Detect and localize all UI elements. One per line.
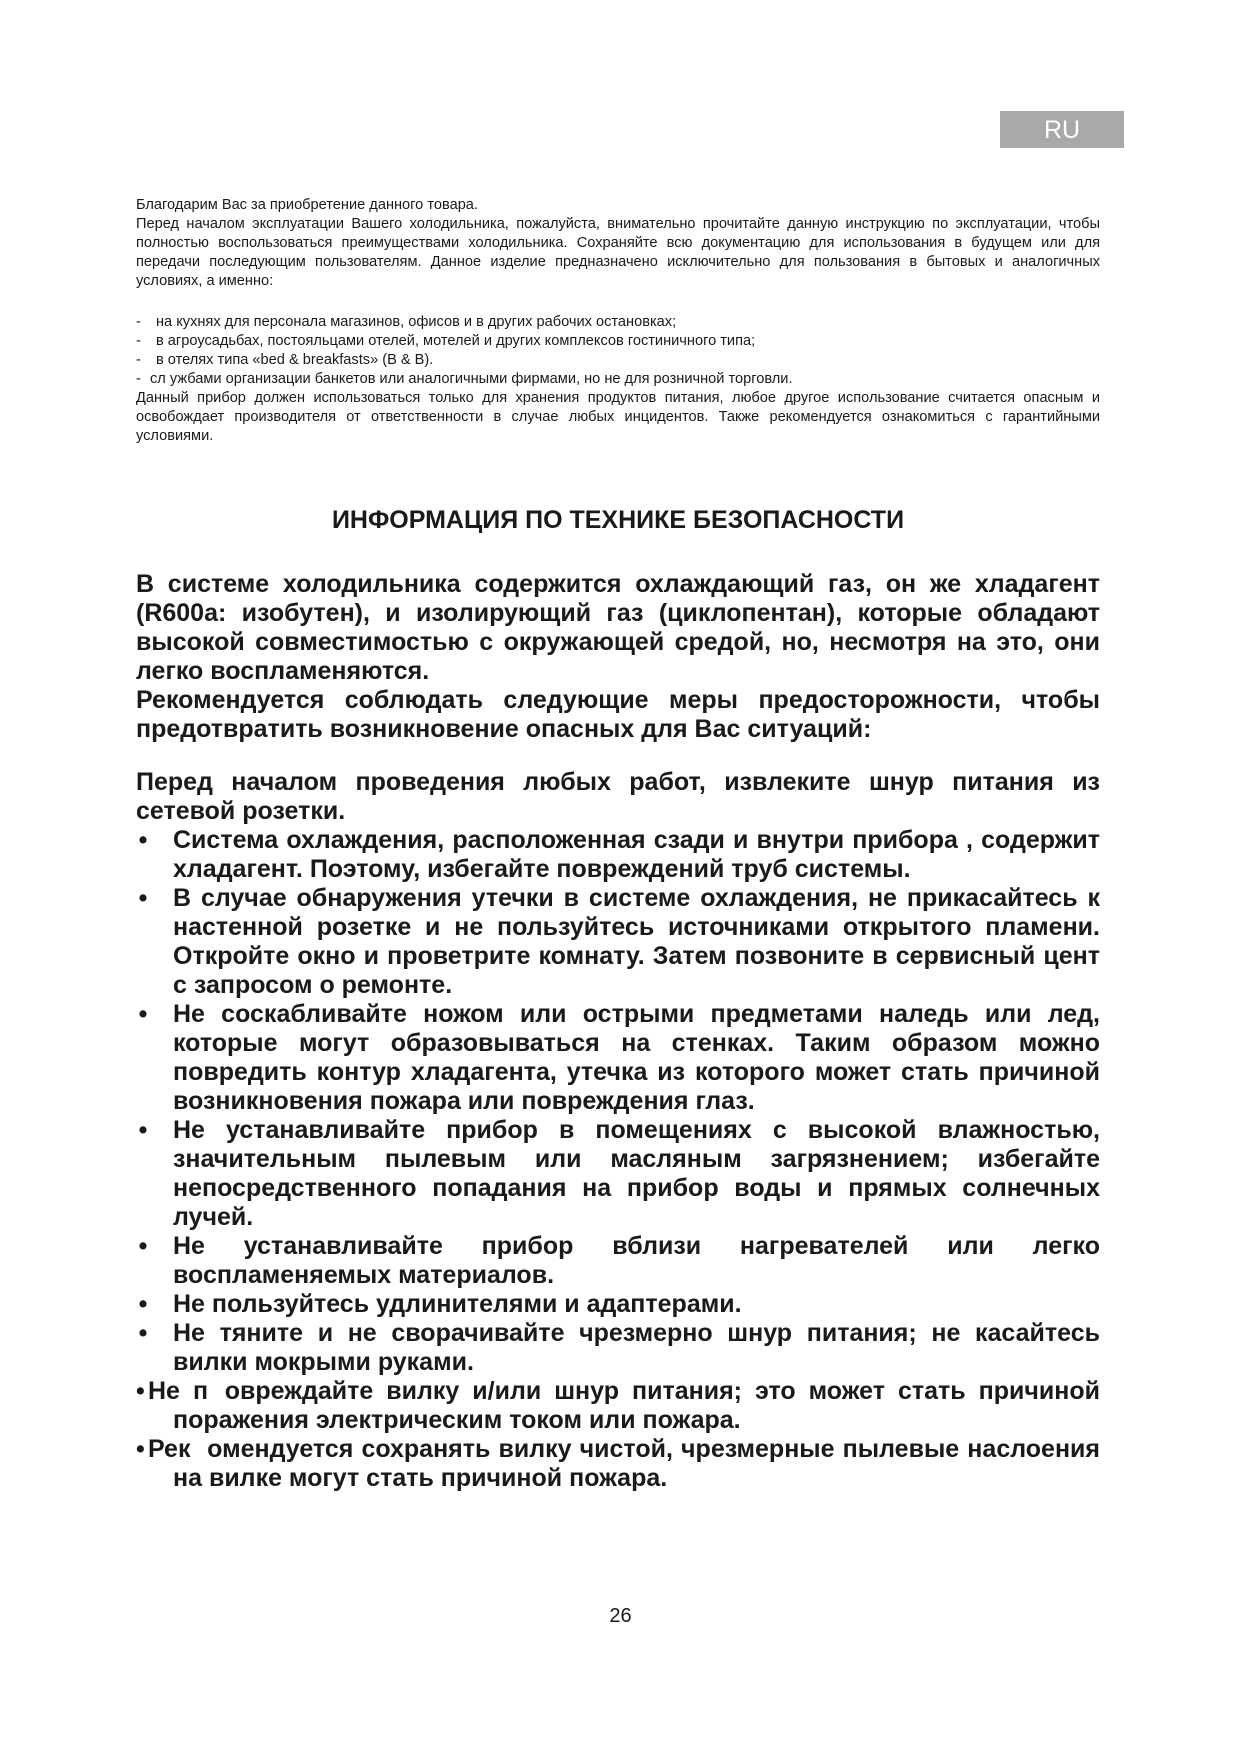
safety-paragraph-3: Перед началом проведения любых работ, извлеките шнур питания из сетевой розетки. — [136, 768, 1100, 825]
section-title: ИНФОРМАЦИЯ ПО ТЕХНИКЕ БЕЗОПАСНОСТИ — [331, 506, 905, 534]
safety-bullet: • Не п овреждайте вилку и/или шнур питания; это может стать причиной поражения электрическим током или пожара. — [136, 1377, 1100, 1435]
safety-paragraph-2: Рекомендуется соблюдать следующие меры предосторожности, чтобы предотвратить возникновение опасных для Вас ситуаций: — [136, 686, 1100, 743]
safety-paragraph-1: В системе холодильника содержится охлаждающий газ, он же хладагент (R600a: изобутен), и изолирующий газ (циклопентан), которые обладают высокой совместимостью с окружающей средой, но, несмотря на это, они легко воспламеняются. — [136, 570, 1100, 685]
safety-bullet: • Система охлаждения, расположенная сзади и внутри прибора , содержит хладагент. Поэтому, избегайте повреждений труб системы. — [136, 826, 1100, 884]
page-number: 26 — [609, 1605, 632, 1627]
safety-bullet: • Не соскабливайте ножом или острыми предметами наледь или лед, которые могут образовываться на стенках. Таким образом можно повредить контур хладагента, утечка из которого может стать причиной возникновения пожара или повреждения глаз. — [136, 1000, 1100, 1116]
intro-section — [136, 196, 1100, 446]
list-item: - на кухнях для персонала магазинов, офисов и в других рабочих остановках; — [136, 314, 677, 330]
list-item: - сл ужбами организации банкетов или аналогичными фирмами, но не для розничной торговли. — [136, 371, 793, 387]
safety-section — [136, 570, 1100, 1493]
safety-bullet: • Не устанавливайте прибор вблизи нагревателей или легко воспламеняемых материалов. — [136, 1232, 1100, 1290]
safety-bullet: • Не тяните и не сворачивайте чрезмерно шнур питания; не касайтесь вилки мокрыми руками. — [136, 1319, 1100, 1377]
list-item: - в отелях типа «bed & breakfasts» (B & B). — [136, 352, 434, 368]
safety-bullet: • Не пользуйтесь удлинителями и адаптерами. — [136, 1290, 1100, 1319]
intro-closing: Данный прибор должен использоваться только для хранения продуктов питания, любое другое использование считается опасным и освобождает производителя от ответственности в случае любых инцидентов. Также рекомендуется ознакомиться с гарантийными условиями. — [136, 390, 1100, 444]
list-item: - в агроусадьбах, постояльцами отелей, мотелей и других комплексов гостиничного типа; — [136, 333, 756, 349]
safety-bullet-list — [136, 826, 1100, 1493]
safety-bullet: • Рек омендуется сохранять вилку чистой, чрезмерные пылевые наслоения на вилке могут стать причиной пожара. — [136, 1435, 1100, 1493]
safety-bullet: • Не устанавливайте прибор в помещениях с высокой влажностью, значительным пылевым или масляным загрязнением; избегайте непосредственного попадания на прибор воды и прямых солнечных лучей. — [136, 1116, 1100, 1232]
safety-bullet: • В случае обнаружения утечки в системе охлаждения, не прикасайтесь к настенной розетке и не пользуйтесь источниками открытого пламени. Откройте окно и проветрите комнату. Затем позвоните в сервисный цент с запросом о ремонте. — [136, 884, 1100, 1000]
language-badge: RU — [1000, 111, 1124, 148]
intro-thanks: Благодарим Вас за приобретение данного товара. — [136, 197, 478, 213]
intro-paragraph: Перед началом эксплуатации Вашего холодильника, пожалуйста, внимательно прочитайте данную инструкцию по эксплуатации, чтобы полностью воспользоваться преимуществами холодильника. Сохраняйте всю документацию для использования в будущем или для передачи последующим пользователям. Данное изделие предназначено исключительно для пользования в бытовых и аналогичных условиях, а именно: — [136, 216, 1100, 289]
